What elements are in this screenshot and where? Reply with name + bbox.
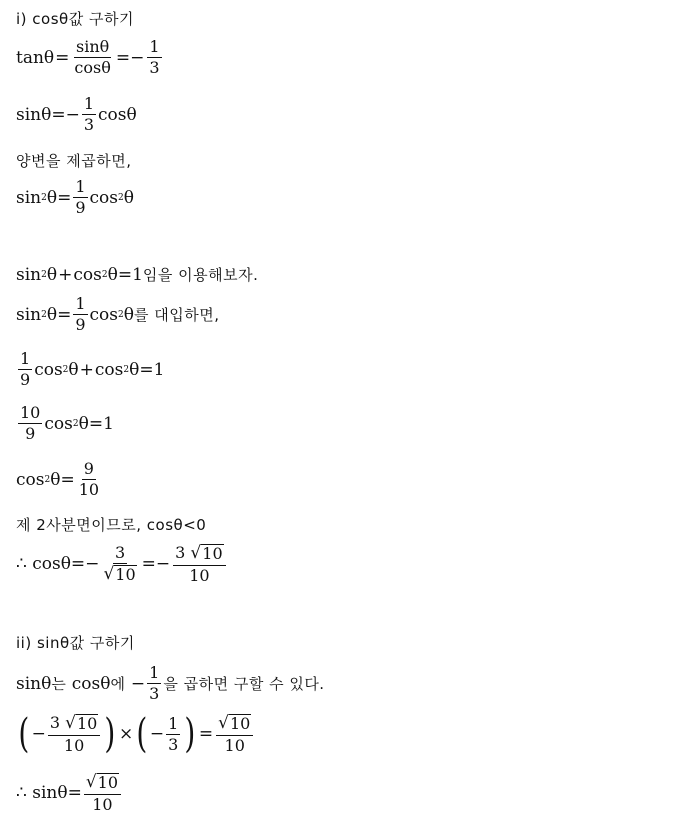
equation-tan <box>16 38 164 78</box>
plus-sign: + <box>79 359 94 380</box>
cos-word: cos <box>44 413 73 434</box>
plus-sign: + <box>58 264 73 285</box>
numerator: 1 <box>18 350 32 370</box>
fraction-one-ninth <box>73 178 87 218</box>
numerator <box>48 714 100 736</box>
cos-theta: cosθ <box>98 104 137 125</box>
denominator: 10 <box>78 480 100 500</box>
theta: θ <box>129 359 140 380</box>
theta-equals: θ= <box>46 304 72 325</box>
denominator: 10 <box>92 794 113 814</box>
radicand: 10 <box>229 714 251 733</box>
numerator: 1 <box>73 178 87 198</box>
fraction-one-third <box>147 38 161 78</box>
section-2-heading <box>16 632 135 653</box>
tan-lhs: tanθ <box>16 47 55 68</box>
theta: θ <box>46 264 58 285</box>
fraction-one-third <box>82 95 96 135</box>
substitute-text: 를 대입하면, <box>134 306 220 325</box>
denominator: 9 <box>75 315 86 335</box>
theta-equals: θ= <box>46 187 72 208</box>
explanation-line <box>16 664 325 704</box>
sin-word: sin <box>16 187 42 208</box>
right-paren: ) <box>184 711 196 758</box>
sqrt <box>103 565 136 585</box>
numerator: 9 <box>82 460 96 480</box>
product-line <box>16 711 255 758</box>
exponent: 2 <box>101 269 108 280</box>
numerator: sinθ <box>74 38 111 58</box>
cos-word: cos <box>89 187 119 208</box>
numerator: 10 <box>18 404 42 424</box>
fraction-sqrt10-over-10 <box>216 714 253 755</box>
denominator <box>101 564 138 585</box>
minus-sign: − <box>149 724 165 745</box>
cos-word: cos <box>16 469 45 490</box>
therefore-sin: ∴ sinθ= <box>16 783 82 804</box>
fraction-sin-over-cos <box>72 38 112 78</box>
left-paren: ( <box>18 711 30 758</box>
radical-icon: √ <box>218 713 229 733</box>
section-1-heading <box>16 8 134 29</box>
numerator: 3 <box>113 544 127 564</box>
equals-one: =1 <box>88 413 114 434</box>
quadrant-text: 제 2사분면이므로, cosθ<0 <box>16 516 207 534</box>
coefficient: 3 <box>175 543 186 562</box>
multiply-text: 을 곱하면 구할 수 있다. <box>163 675 325 694</box>
cos-word: cos <box>34 359 63 380</box>
radical-icon: √ <box>190 543 202 563</box>
theta: θ <box>123 187 134 208</box>
denominator: 3 <box>83 115 95 135</box>
equation-sin-squared <box>16 178 134 218</box>
exponent: 2 <box>44 474 51 485</box>
radicand: 10 <box>76 714 98 733</box>
denominator: 10 <box>189 565 210 585</box>
result-cos <box>16 544 228 585</box>
fraction-three-over-sqrt10 <box>101 544 138 585</box>
cos-theta: cosθ <box>71 673 111 694</box>
denominator: 3 <box>168 734 179 754</box>
use-identity-text: 임을 이용해보자. <box>142 266 259 284</box>
exponent: 2 <box>118 192 124 203</box>
substitute-line <box>16 295 220 335</box>
fraction-one-third <box>166 715 180 755</box>
fraction-3sqrt10-over-10 <box>48 714 100 755</box>
sqrt <box>190 544 223 564</box>
denominator: cosθ <box>74 58 111 78</box>
equation-cos-squared <box>16 460 103 500</box>
left-paren: ( <box>136 711 148 758</box>
equals-one: =1 <box>117 264 143 285</box>
fraction-ten-ninths <box>18 404 42 444</box>
sqrt <box>65 714 98 734</box>
sqrt <box>86 773 119 793</box>
fraction-3sqrt10-over-10 <box>173 544 225 585</box>
fraction-nine-tenths <box>77 460 101 500</box>
denominator: 9 <box>20 370 31 390</box>
therefore-cos: ∴ cosθ=− <box>16 554 100 575</box>
equals-one: =1 <box>139 359 165 380</box>
numerator: 1 <box>147 38 161 58</box>
identity-line <box>16 264 258 285</box>
fraction-sqrt10-over-10 <box>84 773 121 814</box>
denominator: 10 <box>224 735 245 755</box>
exponent: 2 <box>41 269 47 280</box>
theta-equals: θ= <box>50 469 75 490</box>
sin-theta: sinθ <box>16 673 52 694</box>
numerator <box>173 544 225 566</box>
denominator: 10 <box>63 735 85 755</box>
right-paren: ) <box>104 711 116 758</box>
equals-sign: = <box>55 47 70 68</box>
radicand: 10 <box>115 565 136 585</box>
times-sign: × <box>118 724 134 745</box>
text-square-both <box>16 150 131 171</box>
particle: 에 <box>110 675 126 694</box>
square-both-text: 양변을 제곱하면, <box>16 152 132 170</box>
radical-icon: √ <box>103 564 115 585</box>
cos-word: cos <box>73 264 102 285</box>
numerator: 1 <box>82 95 96 115</box>
theta: θ <box>68 359 79 380</box>
quadrant-line <box>16 514 206 535</box>
fraction-one-third <box>147 664 161 704</box>
section-2-label: ii) sinθ값 구하기 <box>16 634 135 652</box>
exponent: 2 <box>118 309 124 320</box>
denominator: 9 <box>25 424 36 444</box>
coefficient: 3 <box>49 713 61 732</box>
topic-marker: 는 <box>51 675 67 694</box>
exponent: 2 <box>41 309 47 320</box>
fraction-one-ninth <box>73 295 87 335</box>
numerator <box>84 773 121 795</box>
sin-equals-negative: sinθ=− <box>16 104 80 125</box>
minus-sign: − <box>31 724 46 745</box>
exponent: 2 <box>41 192 47 203</box>
equation-sin-in-cos <box>16 95 137 135</box>
sin-word: sin <box>16 264 42 285</box>
sin-word: sin <box>16 304 42 325</box>
minus-sign: − <box>130 673 146 694</box>
result-sin <box>16 773 123 814</box>
fraction-one-ninth <box>18 350 32 390</box>
denominator: 9 <box>75 198 86 218</box>
radical-icon: √ <box>65 713 76 733</box>
theta: θ <box>78 413 89 434</box>
numerator: 1 <box>166 715 180 735</box>
numerator: 1 <box>147 664 161 684</box>
radicand: 10 <box>97 773 119 792</box>
equals-negative: =− <box>141 554 171 575</box>
equals-sign: = <box>198 724 214 745</box>
exponent: 2 <box>72 418 79 429</box>
denominator: 3 <box>149 684 160 704</box>
exponent: 2 <box>123 364 130 375</box>
equals-negative: =− <box>115 47 145 68</box>
cos-word: cos <box>89 304 119 325</box>
radicand: 10 <box>202 544 223 563</box>
exponent: 2 <box>62 364 69 375</box>
cos-word: cos <box>94 359 124 380</box>
theta: θ <box>123 304 134 325</box>
theta: θ <box>107 264 118 285</box>
equation-sum <box>16 350 164 390</box>
sqrt <box>218 714 251 734</box>
numerator: 1 <box>73 295 87 315</box>
equation-ten-ninths <box>16 404 114 444</box>
radical-icon: √ <box>85 772 97 792</box>
numerator <box>216 714 253 736</box>
section-1-label: i) cosθ값 구하기 <box>16 10 134 28</box>
denominator: 3 <box>149 58 160 78</box>
